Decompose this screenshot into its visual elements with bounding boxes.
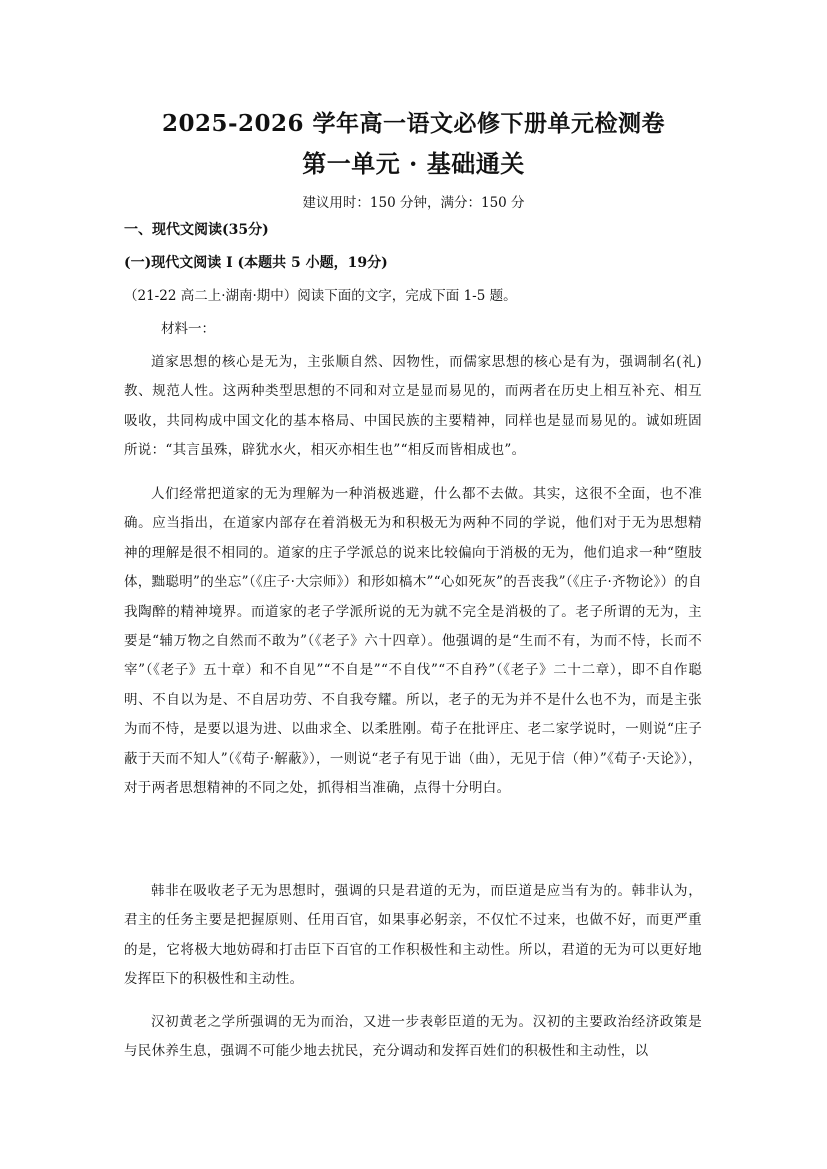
body-paragraph: 道家思想的核心是无为，主张顺自然、因物性，而儒家思想的核心是有为，强调制名(礼)教、规范人性。这两种类型思想的不同和对立是显而易见的，而两者在历史上相互补充、相互吸收，共同构成中国文化的基本格局、中国民族的主要精神，同样也是显而易见的。诚如班固所说：“其言虽殊，辟犹水火，相灭亦相生也”“相反而皆相成也”。 [124, 354, 702, 459]
section-heading: 一、现代文阅读(35分) [124, 222, 269, 238]
body-paragraph: 韩非在吸收老子无为思想时，强调的只是君道的无为，而臣道是应当有为的。韩非认为，君主的任务主要是把握原则、任用百官，如果事必躬亲，不仅忙不过来，也做不好，而更严重的是，它将极大地妨碍和打击臣下百官的工作积极性和主动性。所以，君道的无为可以更好地发挥臣下的积极性和主动性。 [124, 883, 702, 988]
document-title: 2025-2026 学年高一语文必修下册单元检测卷 [161, 110, 666, 137]
document-subtitle: 第一单元 · 基础通关 [302, 149, 525, 178]
body-paragraph: 人们经常把道家的无为理解为一种消极逃避，什么都不去做。其实，这很不全面，也不准确。应当指出，在道家内部存在着消极无为和积极无为两种不同的学说，他们对于无为思想精神的理解是很不相同的。道家的庄子学派总的说来比较偏向于消极的无为，他们追求一种“堕肢体，黜聪明”的坐忘”（《庄子·大宗师》）和形如槁木”“心如死灰”的吾丧我”（《庄子·齐物论》）的自我陶醉的精神境界。而道家的老子学派所说的无为就不完全是消极的了。老子所谓的无为，主要是“辅万物之自然而不敢为”（《老子》六十四章）。他强调的是“生而不有，为而不恃，长而不宰”（《老子》五十章）和不自见”“不自是”“不自伐”“不自矜”（《老子》二十二章），即不自作聪明、不自以为是、不自居功劳、不自我夸耀。所以，老子的无为并不是什么也不为，而是主张为而不恃，是要以退为进、以曲求全、以柔胜刚。荀子在批评庄、老二家学说时，一则说“庄子蔽于天而不知人”（《荀子·解蔽》），一则说“老子有见于诎（曲），无见于信（伸）”《荀子·天论》），对于两者思想精神的不同之处，抓得相当准确，点得十分明白。 [124, 486, 702, 797]
exam-meta-info: 建议用时：150 分钟，满分：150 分 [302, 195, 525, 211]
body-paragraph: 汉初黄老之学所强调的无为而治，又进一步表彰臣道的无为。汉初的主要政治经济政策是与民休养生息，强调不可能少地去扰民，充分调动和发挥百姓们的积极性和主动性，以 [124, 1014, 702, 1060]
material-label: 材料一： [161, 321, 215, 337]
question-source-line: （21-22 高二上·湖南·期中）阅读下面的文字，完成下面 1-5 题。 [124, 288, 517, 304]
subsection-heading: (一)现代文阅读 I (本题共 5 小题，19分) [124, 255, 388, 271]
